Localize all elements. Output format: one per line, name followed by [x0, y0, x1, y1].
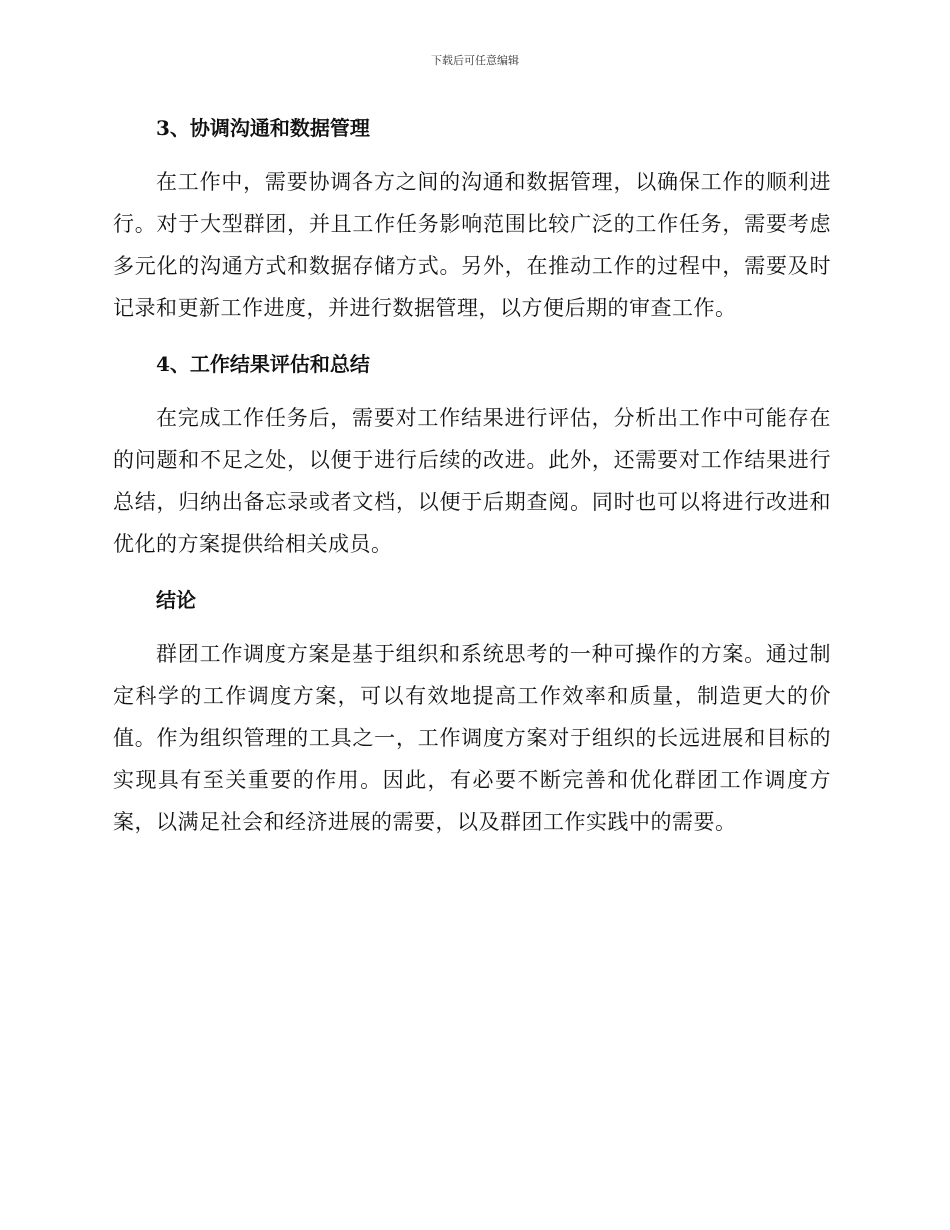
section-heading-evaluation: 4、工作结果评估和总结 — [156, 352, 370, 376]
section-paragraph-coordination: 在工作中，需要协调各方之间的沟通和数据管理，以确保工作的顺利进行。对于大型群团，并且工作任务影响范围比较广泛的工作任务，需要考虑多元化的沟通方式和数据存储方式。另外，在推动工作的过程中，需要及时记录和更新工作进度，并进行数据管理，以方便后期的审查工作。 — [113, 170, 831, 320]
section-paragraph-conclusion: 群团工作调度方案是基于组织和系统思考的一种可操作的方案。通过制定科学的工作调度方案，可以有效地提高工作效率和质量，制造更大的价值。作为组织管理的工具之一，工作调度方案对于组织的长远进展和目标的实现具有至关重要的作用。因此，有必要不断完善和优化群团工作调度方案，以满足社会和经济进展的需要，以及群团工作实践中的需要。 — [113, 642, 831, 834]
section-heading-conclusion: 结论 — [156, 588, 196, 612]
section-paragraph-evaluation: 在完成工作任务后，需要对工作结果进行评估，分析出工作中可能存在的问题和不足之处，以便于进行后续的改进。此外，还需要对工作结果进行总结，归纳出备忘录或者文档，以便于后期查阅。同时也可以将进行改进和优化的方案提供给相关成员。 — [113, 406, 831, 556]
page-header-note: 下载后可任意编辑 — [431, 54, 519, 67]
section-heading-coordination: 3、协调沟通和数据管理 — [156, 116, 370, 140]
document-body — [113, 108, 831, 843]
